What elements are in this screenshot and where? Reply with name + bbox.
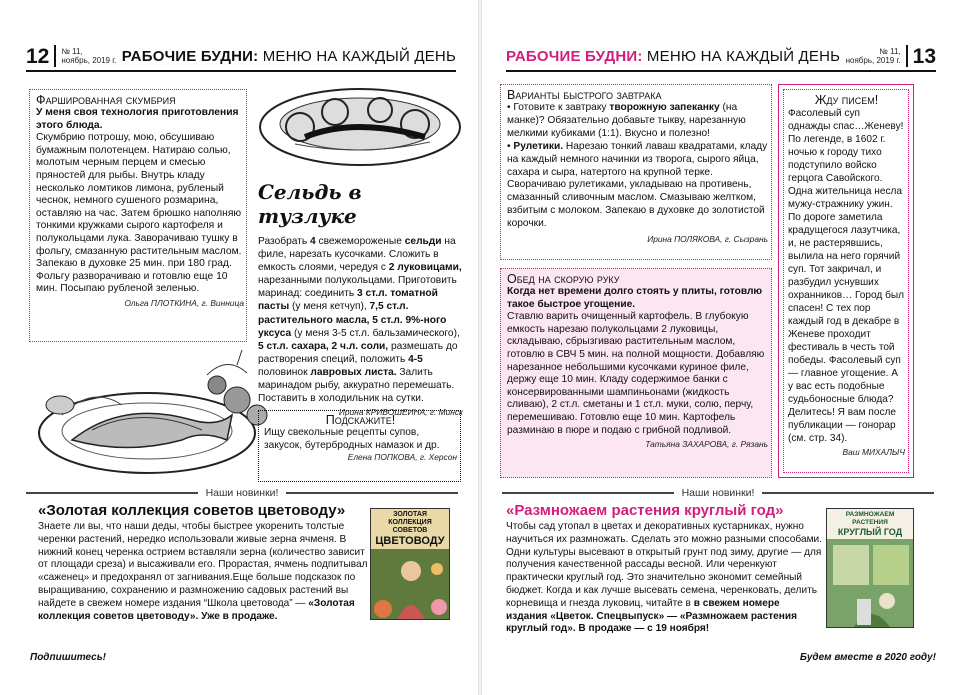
fish-plate-illustration <box>32 345 282 480</box>
cover-title: РАЗМНОЖАЕМ РАСТЕНИЯ КРУГЛЫЙ ГОД <box>837 511 903 537</box>
herring-title: Сельдь в тузлуке <box>258 180 362 228</box>
breakfast-item-2: • Рулетики. Нарезаю тонкий лаваш квадратами, кладу на каждый немного начинки из творога, сырого яйца, сахара и сыра, натертого на крупной терке. Сворачиваю рулетиками, укладываю на противень, смазанный сливочным маслом. Смазываю желтком, взбитым с молоком. Запекаю в духовке до золотистой корочки. <box>507 140 768 230</box>
section-title: РАБОЧИЕ БУДНИ: МЕНЮ НА КАЖДЫЙ ДЕНЬ <box>506 47 841 65</box>
page-number: 13 <box>912 44 936 68</box>
letters-signature: Ваш МИХАЛЫЧ <box>842 447 905 457</box>
issue-info: № 11, ноябрь, 2019 г. <box>61 47 117 65</box>
breakfast-item-1: • Готовите к завтраку творожную запеканку (на манке)? Обязательно добавьте тыкву, нарезанную мелкими кубиками (1:1). Вкусно и полезно! <box>507 102 746 139</box>
page-number: 12 <box>26 44 50 68</box>
lunch-title: Обед на скорую руку <box>507 272 620 286</box>
issue-info: № 11, ноябрь, 2019 г. <box>845 47 901 65</box>
section-title: РАБОЧИЕ БУДНИ: МЕНЮ НА КАЖДЫЙ ДЕНЬ <box>121 47 456 65</box>
header-rule <box>506 70 936 72</box>
magazine-cover <box>370 508 450 620</box>
cover-photo <box>827 539 914 628</box>
news-article <box>38 502 370 623</box>
right-header <box>506 44 936 68</box>
herring-bowl-illustration <box>255 82 465 182</box>
news-label: Наши новинки! <box>198 487 287 499</box>
breakfast-title: Варианты быстрого завтрака <box>507 88 662 102</box>
herring-text: Разобрать 4 свежемороженые сельди на филе, нарезать кусочками. Сложить в емкость слоями, чередуя с 2 луковицами, нарезанными полукольцами. Приготовить маринад: соединить 3 ст.л. томатной пасты (у меня кетчуп), 7,5 ст.л. растительного масла, 5 ст.л. 9%-ного уксуса (у меня 3-5 ст.л. бальзамического), 5 ст.л. сахара, 2 ч.л. соли, размешать до растворения специй, положить 4-5 половинок лавровых листа. Залить маринадом рыбу, аккуратно перемешать. Поставить в холодильник на сутки. <box>258 236 462 405</box>
breakfast-article <box>507 88 768 244</box>
news-text: Чтобы сад утопал в цветах и декоративных кустарниках, нужно научиться их размножать. Сделать это можно разными способами. Одни культуры высевают в открытый грунт под зиму, другие — для получения качественной рассады весной. Или черенкуют практически круглый год. Это значительно экономит семейный бюджет. Когда и как лучше высевать семена, черенковать, делить корневища и гнезда луковиц, читайте в в свежем номере издания «Цветок. Спецвыпуск» — «Размножаем растения круглый год». В продаже — с 19 ноября! <box>506 521 822 635</box>
letters-title: Жду писем! <box>814 93 879 107</box>
breakfast-signature: Ирина ПОЛЯКОВА, г. Сызрань <box>647 234 768 245</box>
news-separator <box>502 485 934 501</box>
cover-title: ЗОЛОТАЯ КОЛЛЕКЦИЯ СОВЕТОВ ЦВЕТОВОДУ <box>371 509 449 549</box>
mackerel-signature: Ольга ПЛОТКИНА, г. Винница <box>124 297 244 308</box>
herring-article <box>258 180 463 417</box>
mackerel-text: Скумбрию потрошу, мою, обсушиваю бумажным полотенцем. Натираю солью, молотым черным перцем и смесью пряностей для рыбы. Внутрь кладу несколько ломтиков лимона, рубленый чеснок, немного сушеного розмарина, оставляю на час. Затем брюшко наполняю тонкими кружками сырого картофеля и полукольцами лука. Заворачиваю тушку в фольгу, смазанную растительным маслом. Запекаю в духовке 25 мин. при 180 град. Фольгу разворачиваю и готовлю еще 10 мин. Посыпаю рубленой зеленью. <box>36 132 242 295</box>
tip-text: Ищу свекольные рецепты супов, закусок, бутербродных намазок и др. <box>264 427 440 451</box>
cover-photo <box>371 549 450 620</box>
news-label: Наши новинки! <box>674 487 763 499</box>
tip-signature: Елена ПОПКОВА, г. Херсон <box>347 452 457 463</box>
news-title: «Размножаем растения круглый год» <box>506 502 784 519</box>
right-page <box>480 0 960 695</box>
news-article <box>506 502 822 636</box>
tip-article <box>264 413 457 462</box>
lunch-article <box>507 272 768 449</box>
lunch-lead: Когда нет времени долго стоять у плиты, готовлю такое быстрое угощение. <box>507 286 763 310</box>
tip-title: Подскажите! <box>325 413 396 427</box>
right-footer: Будем вместе в 2020 году! <box>799 652 936 663</box>
left-footer: Подпишитесь! <box>30 652 106 663</box>
magazine-cover <box>826 508 914 628</box>
left-header <box>26 44 456 68</box>
lunch-signature: Татьяна ЗАХАРОВА, г. Рязань <box>645 439 768 450</box>
letters-text: Фасолевый суп однажды спас…Женеву! По легенде, в 1602 г. ночью к городу тихо подступило войско герцога Савойского. Одна жительница несла мужу-стражнику ужин. По дороге заметила крадущегося лазутчика, и, не растерявшись, вылила на него горячий суп. Тот закричал, и разбудил уснувших охранников… Город был спасен! С тех пор каждый год в декабре в Женеве проходит фестиваль в честь той победы. Фасолевый суп — главное угощение. А у вас есть подобные судьбоносные блюда? Делитесь! Я вам после публикации — гонорар (см. стр. 34). <box>788 108 904 444</box>
news-text: Знаете ли вы, что наши деды, чтобы быстрее укоренить толстые черенки растений, нередко использовали живые зерна ячменя. В нижний конец черенка острием вставляли зерна (количество зависит от площади среза) и высаживали его. Прорастая, ячмень подпитывал «саженец» и предохранял от загнивания.Еще больше подсказок по выращиванию, сохранению и размножению садовых растений вы найдете в свежем номере издания “Школа цветовода” — «Золотая коллекция советов цветоводу». Уже в продаже. <box>38 521 368 622</box>
news-separator <box>26 485 458 501</box>
mackerel-article <box>36 93 244 308</box>
letters-article <box>788 93 905 457</box>
herring-signature: Ирина КРИВОШЕИНА, г. Минск <box>338 407 463 418</box>
lunch-text: Ставлю варить очищенный картофель. В глубокую емкость нарезаю полукольцами 2 луковицы, складываю, сбрызгиваю растительным маслом, готовлю в СВЧ 5 мин. на полной мощности. Добавляю нарезанное небольшими кусочками куриное филе, держу еще 10 мин. Кладу содержимое банки с консервированными шампиньонами (жидкость сливаю), 2 ст.л. сметаны и 1 ст.л. муки, солю, перчу, перемешиваю. Готовлю еще 10 мин. Картофель разминаю в пюре и подаю с грибной подливой. <box>507 311 765 436</box>
header-rule <box>26 70 456 72</box>
news-title: «Золотая коллекция советов цветоводу» <box>38 502 346 519</box>
mackerel-title: Фаршированная скумбрия <box>36 93 176 107</box>
mackerel-lead: У меня своя технология приготовления этого блюда. <box>36 107 239 131</box>
